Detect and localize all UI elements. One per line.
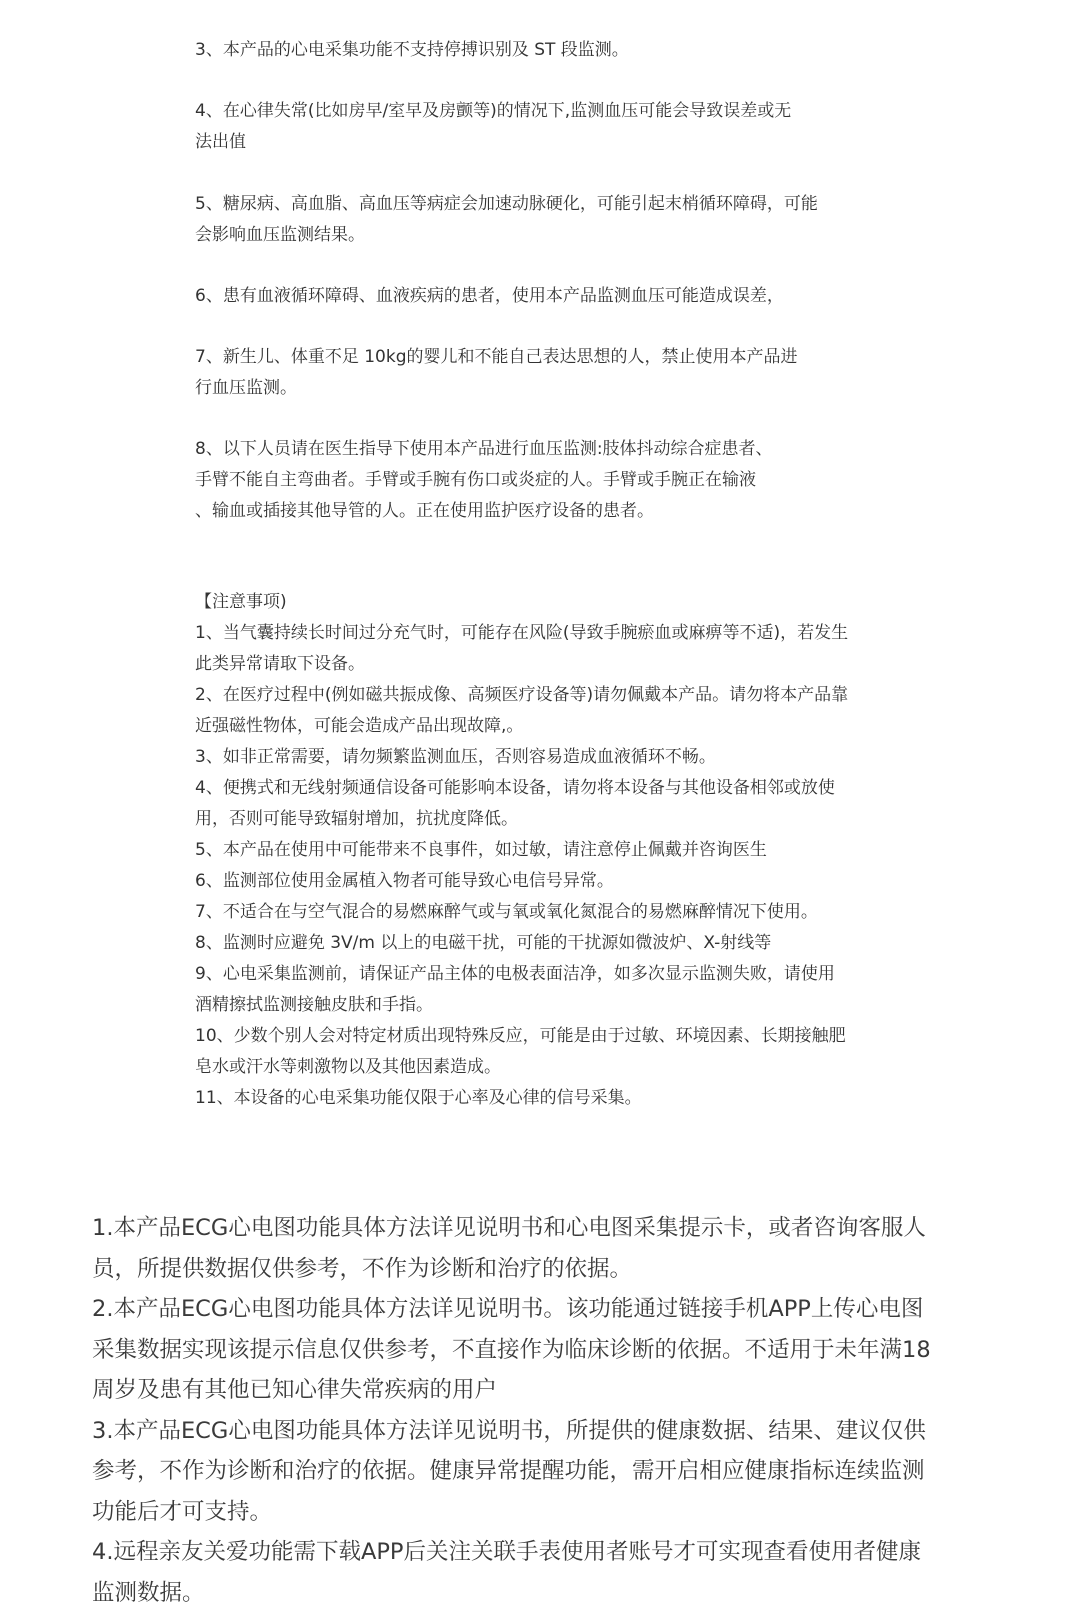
notes-line-1: 1、当气囊持续长时间过分充气时，可能存在风险(导致手腕瘀血或麻痹等不适)，若发生 (195, 617, 848, 649)
notes-line-13: 酒精擦拭监测接触皮肤和手指。 (195, 989, 433, 1021)
notes-line-11: 8、监测时应避免 3V/m 以上的电磁干扰，可能的干扰源如微波炉、X-射线等 (195, 927, 771, 959)
contraindication-6-line-1: 6、患有血液循环障碍、血液疾病的患者，使用本产品监测血压可能造成误差， (195, 280, 784, 312)
contraindication-5-line-2: 会影响血压监测结果。 (195, 219, 365, 251)
notes-line-5: 3、如非正常需要，请勿频繁监测血压，否则容易造成血液循环不畅。 (195, 741, 716, 773)
contraindication-7-line-1: 7、新生儿、体重不足 10kg的婴儿和不能自己表达思想的人，禁止使用本产品进 (195, 341, 798, 373)
disclaimer-line-8: 功能后才可支持。 (92, 1492, 992, 1533)
disclaimer-line-4: 采集数据实现该提示信息仅供参考，不直接作为临床诊断的依据。不适用于未年满18 (92, 1330, 992, 1371)
contraindication-3-line-1: 3、本产品的心电采集功能不支持停搏识别及 ST 段监测。 (195, 34, 629, 66)
disclaimer-line-9: 4.远程亲友关爱功能需下载APP后关注关联手表使用者账号才可实现查看使用者健康 (92, 1532, 992, 1573)
notes-line-10: 7、不适合在与空气混合的易燃麻醉气或与氧或氧化氮混合的易燃麻醉情况下使用。 (195, 896, 818, 928)
disclaimer-section (92, 1208, 992, 1613)
notes-line-4: 近强磁性物体，可能会造成产品出现故障,。 (195, 710, 523, 742)
notes-line-3: 2、在医疗过程中(例如磁共振成像、高频医疗设备等)请勿佩戴本产品。请勿将本产品靠 (195, 679, 848, 711)
disclaimer-line-1: 1.本产品ECG心电图功能具体方法详见说明书和心电图采集提示卡，或者咨询客服人 (92, 1208, 992, 1249)
contraindication-7-line-2: 行血压监测。 (195, 372, 297, 404)
contraindication-8-line-2: 手臂不能自主弯曲者。手臂或手腕有伤口或炎症的人。手臂或手腕正在输液 (195, 464, 756, 496)
notes-line-16: 11、本设备的心电采集功能仅限于心率及心律的信号采集。 (195, 1082, 642, 1114)
contraindication-4-line-2: 法出值 (195, 126, 246, 158)
disclaimer-line-6: 3.本产品ECG心电图功能具体方法详见说明书，所提供的健康数据、结果、建议仅供 (92, 1411, 992, 1452)
notes-line-6: 4、便携式和无线射频通信设备可能影响本设备，请勿将本设备与其他设备相邻或放使 (195, 772, 835, 804)
contraindication-8-line-3: 、输血或插接其他导管的人。正在使用监护医疗设备的患者。 (195, 495, 654, 527)
notes-line-8: 5、本产品在使用中可能带来不良事件，如过敏，请注意停止佩戴并咨询医生 (195, 834, 767, 866)
notes-line-9: 6、监测部位使用金属植入物者可能导致心电信号异常。 (195, 865, 614, 897)
notes-heading: 【注意事项) (195, 586, 287, 618)
disclaimer-line-10: 监测数据。 (92, 1573, 992, 1613)
disclaimer-line-5: 周岁及患有其他已知心律失常疾病的用户 (92, 1370, 992, 1411)
contraindication-5-line-1: 5、糖尿病、高血脂、高血压等病症会加速动脉硬化，可能引起末梢循环障碍，可能 (195, 188, 818, 220)
notes-line-15: 皂水或汗水等刺激物以及其他因素造成。 (195, 1051, 501, 1083)
notes-line-14: 10、少数个别人会对特定材质出现特殊反应，可能是由于过敏、环境因素、长期接触肥 (195, 1020, 846, 1052)
notes-line-2: 此类异常请取下设备。 (195, 648, 365, 680)
notes-line-12: 9、心电采集监测前，请保证产品主体的电极表面洁净，如多次显示监测失败，请使用 (195, 958, 835, 990)
disclaimer-line-3: 2.本产品ECG心电图功能具体方法详见说明书。该功能通过链接手机APP上传心电图 (92, 1289, 992, 1330)
disclaimer-line-7: 参考，不作为诊断和治疗的依据。健康异常提醒功能，需开启相应健康指标连续监测 (92, 1451, 992, 1492)
disclaimer-line-2: 员，所提供数据仅供参考，不作为诊断和治疗的依据。 (92, 1249, 992, 1290)
contraindication-4-line-1: 4、在心律失常(比如房早/室早及房颤等)的情况下,监测血压可能会导致误差或无 (195, 95, 791, 127)
contraindication-8-line-1: 8、以下人员请在医生指导下使用本产品进行血压监测:肢体抖动综合症患者、 (195, 433, 773, 465)
notes-line-7: 用，否则可能导致辐射增加，抗扰度降低。 (195, 803, 518, 835)
